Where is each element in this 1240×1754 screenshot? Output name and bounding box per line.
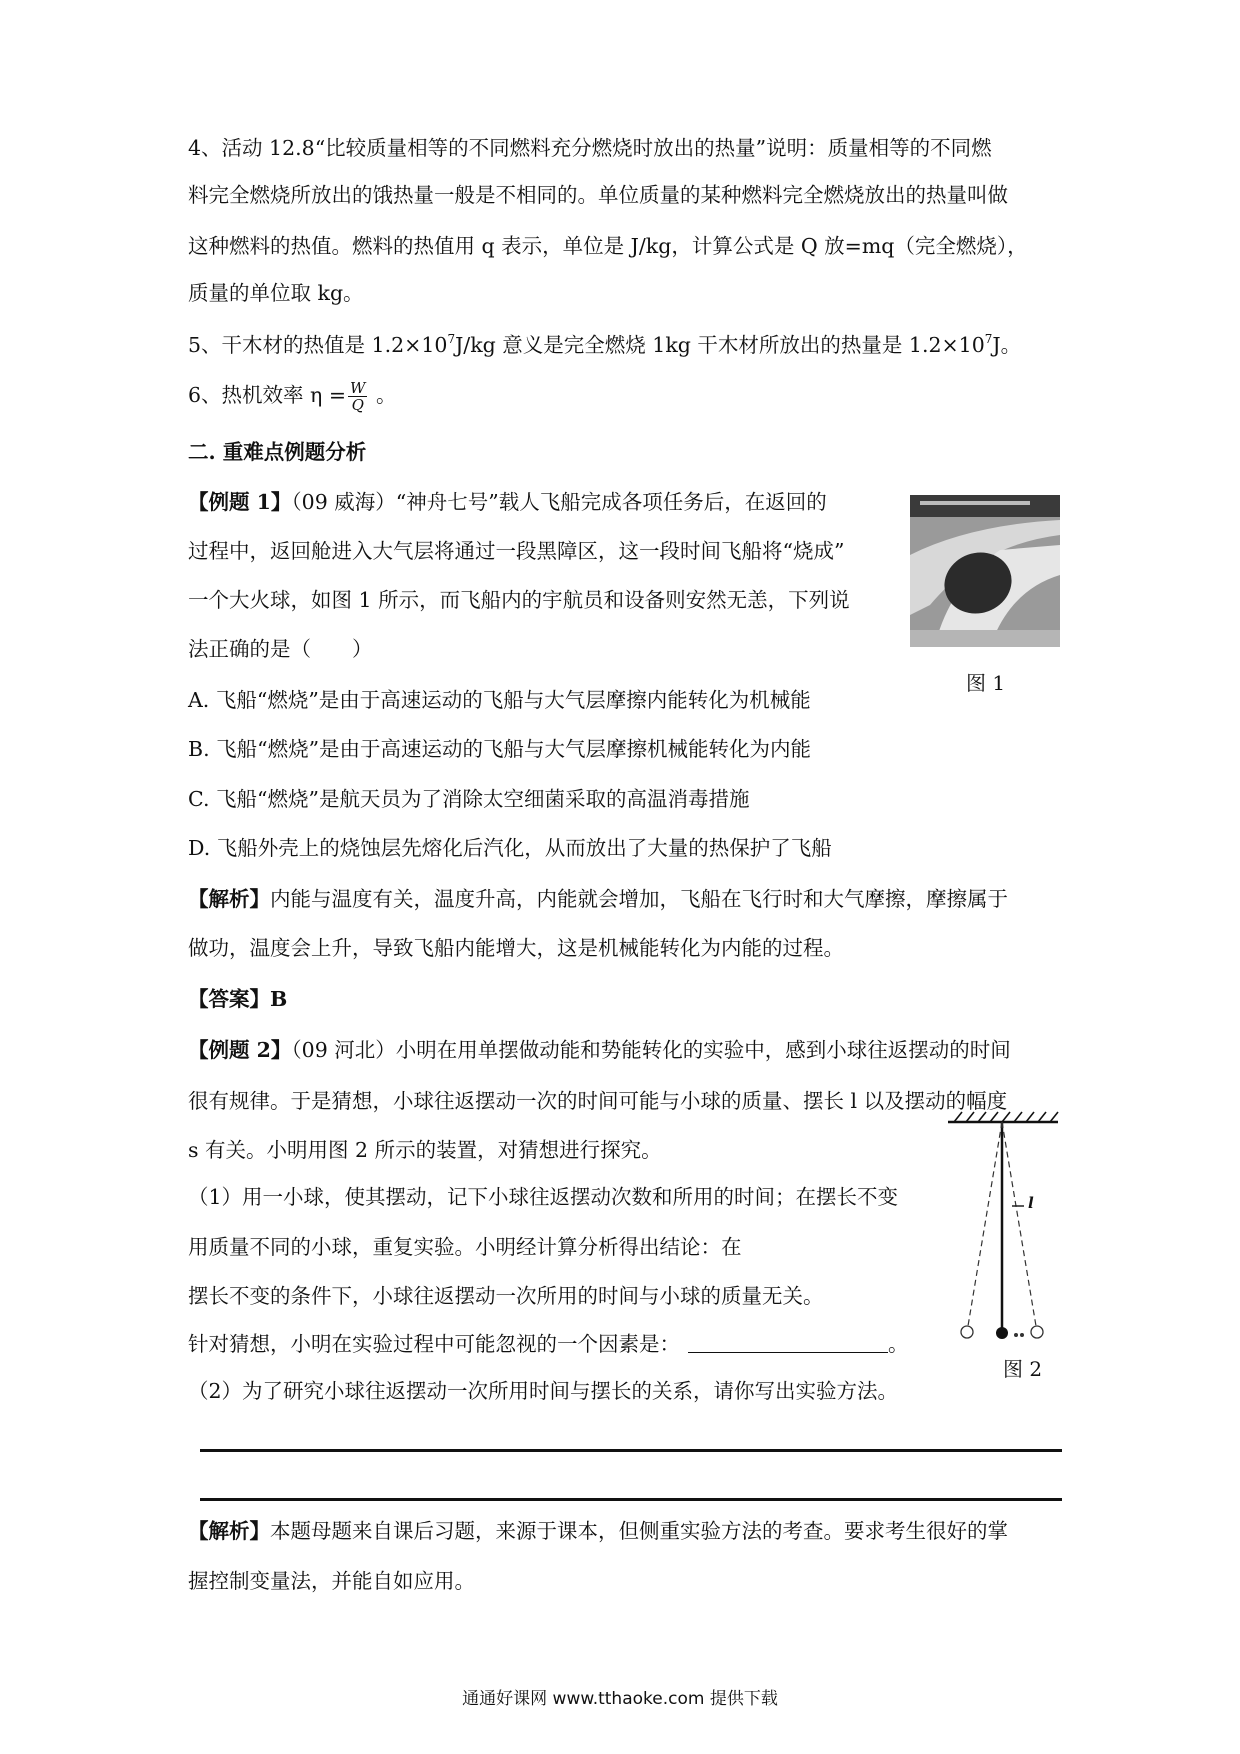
para-5-part-b: J/kg 意义是完全燃烧 1kg 干木材所放出的热量是 1.2×10 bbox=[455, 333, 985, 357]
para-5-part-a: 5、干木材的热值是 1.2×10 bbox=[188, 333, 448, 357]
example-1-line-2: 过程中，返回舱进入大气层将通过一段黑障区，这一段时间飞船将“烧成” bbox=[188, 539, 845, 563]
footer: 通通好课网 www.tthaoke.com 提供下载 bbox=[462, 1689, 778, 1709]
option-d: D. 飞船外壳上的烧蚀层先熔化后汽化，从而放出了大量的热保护了飞船 bbox=[188, 836, 832, 860]
answer-value: B bbox=[270, 987, 288, 1011]
question-1-line-3: 摆长不变的条件下，小球往返摆动一次所用的时间与小球的质量无关。 bbox=[188, 1284, 824, 1308]
fraction-denominator: Q bbox=[351, 396, 364, 414]
example-2-text: （09 河北）小明在用单摆做动能和势能转化的实验中，感到小球往返摆动的时间 bbox=[291, 1038, 1011, 1062]
example-2-line-3: s 有关。小明用图 2 所示的装置，对猜想进行探究。 bbox=[188, 1138, 662, 1162]
para-6-end: 。 bbox=[369, 383, 397, 407]
example-2-line-1 bbox=[188, 1036, 1011, 1064]
option-c: C. 飞船“燃烧”是航天员为了消除太空细菌采取的高温消毒措施 bbox=[188, 787, 750, 811]
para-4-line-4: 质量的单位取 kg。 bbox=[188, 281, 364, 305]
answer-line-2 bbox=[200, 1498, 1062, 1501]
length-label: l bbox=[1028, 1194, 1034, 1212]
example-1-tag: 【例题 1】 bbox=[188, 490, 292, 514]
question-1-prompt: 针对猜想，小明在实验过程中可能忽视的一个因素是： bbox=[188, 1332, 680, 1356]
option-b: B. 飞船“燃烧”是由于高速运动的飞船与大气层摩擦机械能转化为内能 bbox=[188, 737, 812, 761]
example-1-line-4: 法正确的是（ ） bbox=[188, 637, 373, 661]
analysis-1-line-2: 做功，温度会上升，导致飞船内能增大，这是机械能转化为内能的过程。 bbox=[188, 936, 844, 960]
question-1-end: 。 bbox=[888, 1332, 909, 1356]
analysis-2-tag: 【解析】 bbox=[188, 1519, 270, 1543]
example-1-text: （09 威海）“神舟七号”载人飞船完成各项任务后，在返回的 bbox=[291, 490, 827, 514]
para-5-exponent-2: 7 bbox=[984, 332, 993, 346]
question-1-line-1: （1）用一小球，使其摆动，记下小球往返摆动次数和所用的时间；在摆长不变 bbox=[188, 1185, 899, 1209]
para-5-part-c: J。 bbox=[992, 333, 1022, 357]
analysis-1-text: 内能与温度有关，温度升高，内能就会增加，飞船在飞行时和大气摩擦，摩擦属于 bbox=[270, 887, 1008, 911]
analysis-2-line-1 bbox=[188, 1517, 1008, 1545]
example-1-line-3: 一个大火球，如图 1 所示，而飞船内的宇航员和设备则安然无恙，下列说 bbox=[188, 588, 850, 612]
figure-1-caption: 图 1 bbox=[966, 671, 1006, 695]
question-1-line-2: 用质量不同的小球，重复实验。小明经计算分析得出结论：在 bbox=[188, 1235, 742, 1259]
pendulum-diagram bbox=[940, 1110, 1065, 1350]
para-4-line-2: 料完全燃烧所放出的饿热量一般是不相同的。单位质量的某种燃料完全燃烧放出的热量叫做 bbox=[188, 183, 1008, 207]
para-4-line-1: 4、活动 12.8“比较质量相等的不同燃料充分燃烧时放出的热量”说明：质量相等的不同燃 bbox=[188, 136, 992, 160]
efficiency-fraction bbox=[348, 380, 367, 413]
para-5 bbox=[188, 325, 1021, 359]
section-heading: 二. 重难点例题分析 bbox=[188, 440, 367, 464]
para-6 bbox=[188, 380, 397, 413]
para-4-line-3: 这种燃料的热值。燃料的热值用 q 表示，单位是 J/kg，计算公式是 Q 放=mq（完全燃烧）， bbox=[188, 234, 1028, 258]
example-2-tag: 【例题 2】 bbox=[188, 1038, 292, 1062]
analysis-2-line-2: 握控制变量法，并能自如应用。 bbox=[188, 1569, 475, 1593]
question-1-line-4 bbox=[188, 1330, 909, 1358]
para-6-text: 6、热机效率 η = bbox=[188, 383, 347, 407]
example-2-line-2: 很有规律。于是猜想，小球往返摆动一次的时间可能与小球的质量、摆长 l 以及摆动的幅度 bbox=[188, 1089, 1008, 1113]
question-2: （2）为了研究小球往返摆动一次所用时间与摆长的关系，请你写出实验方法。 bbox=[188, 1379, 899, 1403]
answer bbox=[188, 985, 287, 1013]
answer-blank[interactable] bbox=[688, 1332, 888, 1353]
answer-tag: 【答案】 bbox=[188, 987, 270, 1011]
option-a: A. 飞船“燃烧”是由于高速运动的飞船与大气层摩擦内能转化为机械能 bbox=[188, 688, 811, 712]
fraction-numerator: W bbox=[350, 379, 366, 397]
example-1-line-1 bbox=[188, 488, 827, 516]
analysis-tag: 【解析】 bbox=[188, 887, 270, 911]
answer-line-1 bbox=[200, 1449, 1062, 1452]
spacecraft-reentry-photo bbox=[910, 495, 1060, 647]
analysis-2-text: 本题母题来自课后习题，来源于课本，但侧重实验方法的考查。要求考生很好的掌 bbox=[270, 1519, 1008, 1543]
figure-2-caption: 图 2 bbox=[1003, 1357, 1043, 1381]
para-5-exponent-1: 7 bbox=[447, 332, 456, 346]
analysis-1-line-1 bbox=[188, 885, 1008, 913]
